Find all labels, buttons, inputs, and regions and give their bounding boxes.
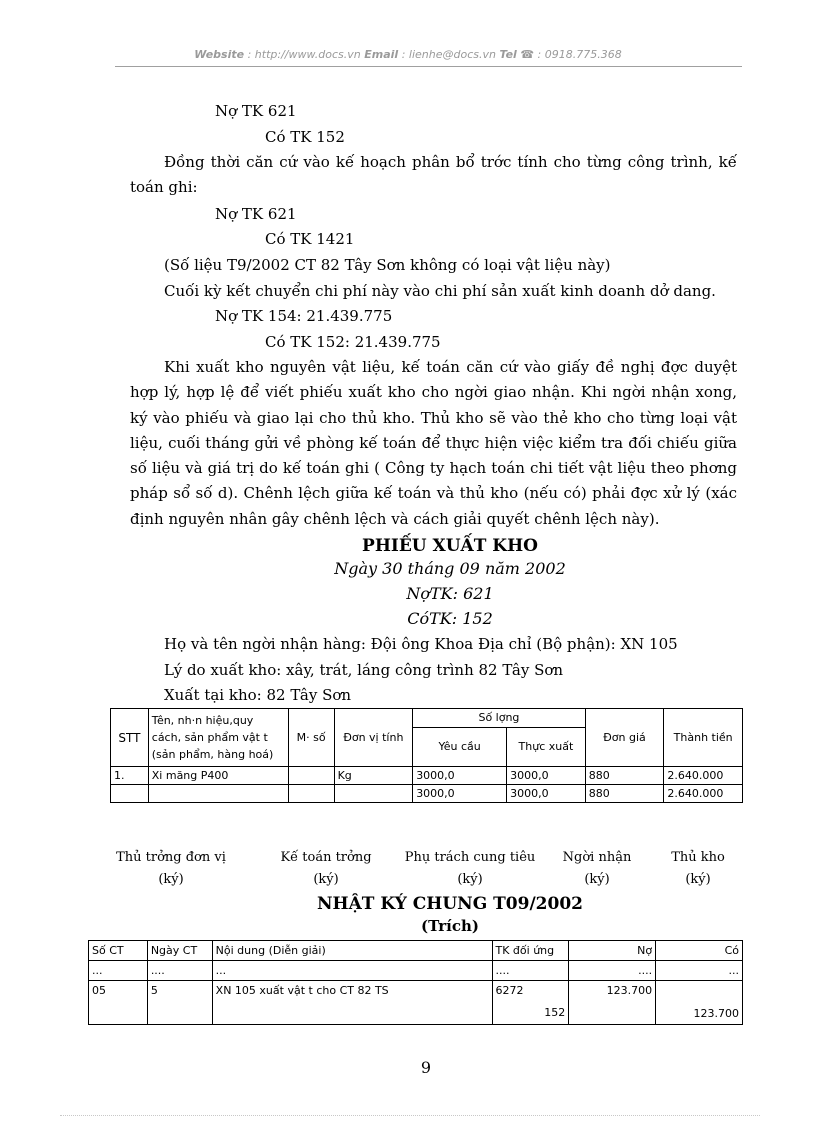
cell-tk xyxy=(492,981,569,1025)
paragraph-allocation: Đồng thời căn cứ vào kế hoạch phân bổ trớc tính cho từng công trình, kế toán ghi: xyxy=(130,153,737,197)
cell-req: 3000,0 xyxy=(413,785,507,803)
jh-ngay-ct: Ngày CT xyxy=(147,941,212,961)
entry-credit-1421: Có TK 1421 xyxy=(265,230,355,248)
journal-header-row xyxy=(89,941,743,961)
signature-head-of-unit xyxy=(115,847,227,891)
paragraph-warehouse-process: Khi xuất kho nguyên vật liệu, kế toán căn cứ vào giấy đề nghị đợc duyệt hợp lý, hợp lệ để viết phiếu xuất kho cho ngời giao nhận. Khi ngời nhận xong, ký vào phiếu và giao lại cho thủ kho. Thủ kho sẽ vào thẻ kho cho từng loại vật liệu, cuối tháng gửi về phòng kế toán để thực hiện việc kiểm tra đối chiếu giữa số liệu và giá trị do kế toán ghi ( Công ty hạch toán chi tiết vật liệu theo phơng pháp sổ số d). Chênh lệch giữa kế toán và thủ kho (nếu có) phải đợc xử lý (xác định nguyên nhân gây chênh lệch và cách giải quyết chênh lệch này). xyxy=(130,358,737,528)
cell-req: 3000,0 xyxy=(413,767,507,785)
receiver-line: Họ và tên ngời nhận hàng: Đội ông Khoa Địa chỉ (Bộ phận): XN 105 xyxy=(164,635,678,653)
voucher-date: Ngày 30 tháng 09 năm 2002 xyxy=(334,559,566,578)
header-act: Thực xuất xyxy=(507,728,586,767)
signature-storekeeper xyxy=(662,847,734,891)
cell-no: 123.700 xyxy=(569,981,656,1025)
signature-role: Ngời nhận xyxy=(562,850,632,865)
header-total: Thành tiền xyxy=(664,709,743,767)
cell-ngay: 5 xyxy=(147,981,212,1025)
journal-subtitle: (Trích) xyxy=(421,917,479,935)
header-unit: Đơn vị tính xyxy=(334,709,413,767)
header-price: Đơn giá xyxy=(585,709,664,767)
journal-ellipsis-row xyxy=(89,961,743,981)
email-label: Email xyxy=(364,48,399,61)
footer-divider xyxy=(60,1115,760,1116)
cell-no: .... xyxy=(569,961,656,981)
signature-role: Thủ trởng đơn vị xyxy=(116,850,226,865)
cell-code xyxy=(288,785,334,803)
cell-name: Xi măng P400 xyxy=(148,767,288,785)
tel-value: : 0918.775.368 xyxy=(537,48,622,61)
cell-price: 880 xyxy=(585,785,664,803)
entry-debit-154: Nợ TK 154: 21.439.775 xyxy=(215,307,393,325)
website-value: : http://www.docs.vn xyxy=(247,48,361,61)
voucher-debit: NợTK: 621 xyxy=(406,584,494,603)
signature-mark: (ký) xyxy=(313,872,339,887)
table-row-total xyxy=(111,785,743,803)
page-number: 9 xyxy=(420,1058,432,1077)
period-end-transfer: Cuối kỳ kết chuyển chi phí này vào chi phí sản xuất kinh doanh dở dang. xyxy=(164,282,716,300)
signature-receiver xyxy=(552,847,642,891)
cell-act: 3000,0 xyxy=(507,785,586,803)
header-stt: STT xyxy=(111,709,149,767)
entry-debit-621-b: Nợ TK 621 xyxy=(215,205,297,223)
cell-co: ... xyxy=(656,961,743,981)
table-header-row xyxy=(111,709,743,728)
table-row xyxy=(111,767,743,785)
signature-role: Phụ trách cung tiêu xyxy=(404,850,536,865)
cell-stt: 1. xyxy=(111,767,149,785)
cell-noidung: XN 105 xuất vật t cho CT 82 TS xyxy=(212,981,492,1025)
jh-noi-dung: Nội dung (Diễn giải) xyxy=(212,941,492,961)
note-no-material: (Số liệu T9/2002 CT 82 Tây Sơn không có loại vật liệu này) xyxy=(164,256,611,274)
cell-noidung: ... xyxy=(212,961,492,981)
signature-role: Kế toán trởng xyxy=(280,850,372,865)
signature-mark: (ký) xyxy=(685,872,711,887)
header-req: Yêu cầu xyxy=(413,728,507,767)
cell-price: 880 xyxy=(585,767,664,785)
journal-title: NHẬT KÝ CHUNG T09/2002 xyxy=(317,894,583,914)
cell-co: 123.700 xyxy=(656,981,743,1025)
signature-mark: (ký) xyxy=(584,872,610,887)
cell-ngay: .... xyxy=(147,961,212,981)
signature-chief-accountant xyxy=(270,847,382,891)
entry-credit-152: Có TK 152 xyxy=(265,128,345,146)
warehouse-line: Xuất tại kho: 82 Tây Sơn xyxy=(164,686,352,704)
header-code: M· số xyxy=(288,709,334,767)
signature-mark: (ký) xyxy=(158,872,184,887)
cell-stt xyxy=(111,785,149,803)
cell-name xyxy=(148,785,288,803)
jh-tk-doi-ung: TK đối ứng xyxy=(492,941,569,961)
jh-so-ct: Số CT xyxy=(89,941,148,961)
email-value: : lienhe@docs.vn xyxy=(401,48,496,61)
cell-tk: .... xyxy=(492,961,569,981)
header-qty: Số lợng xyxy=(413,709,586,728)
entry-credit-152-amount: Có TK 152: 21.439.775 xyxy=(265,333,441,351)
voucher-title: PHIẾU XUẤT KHO xyxy=(362,536,538,556)
website-label: Website xyxy=(194,48,245,61)
cell-total: 2.640.000 xyxy=(664,785,743,803)
journal-table xyxy=(88,940,743,1025)
page-header xyxy=(0,48,816,61)
tk-credit: 152 xyxy=(544,1006,566,1019)
cell-act: 3000,0 xyxy=(507,767,586,785)
jh-co: Có xyxy=(656,941,743,961)
voucher-credit: CóTK: 152 xyxy=(407,609,493,628)
reason-line: Lý do xuất kho: xây, trát, láng công trình 82 Tây Sơn xyxy=(164,661,564,679)
cell-unit xyxy=(334,785,413,803)
header-name: Tên, nh·n hiệu,quy cách, sản phẩm vật t (sản phẩm, hàng hoá) xyxy=(148,709,288,767)
tk-debit: 6272 xyxy=(495,984,524,997)
phone-icon: ☎ xyxy=(520,48,535,61)
journal-row xyxy=(89,981,743,1025)
tel-label: Tel xyxy=(499,48,517,61)
cell-so: ... xyxy=(89,961,148,981)
jh-no: Nợ xyxy=(569,941,656,961)
signature-role: Thủ kho xyxy=(671,850,725,865)
cell-code xyxy=(288,767,334,785)
signature-mark: (ký) xyxy=(457,872,483,887)
signature-supply-manager xyxy=(400,847,540,891)
voucher-table xyxy=(110,708,743,803)
cell-total: 2.640.000 xyxy=(664,767,743,785)
cell-unit: Kg xyxy=(334,767,413,785)
entry-debit-621: Nợ TK 621 xyxy=(215,102,297,120)
header-divider xyxy=(115,66,742,67)
cell-so: 05 xyxy=(89,981,148,1025)
